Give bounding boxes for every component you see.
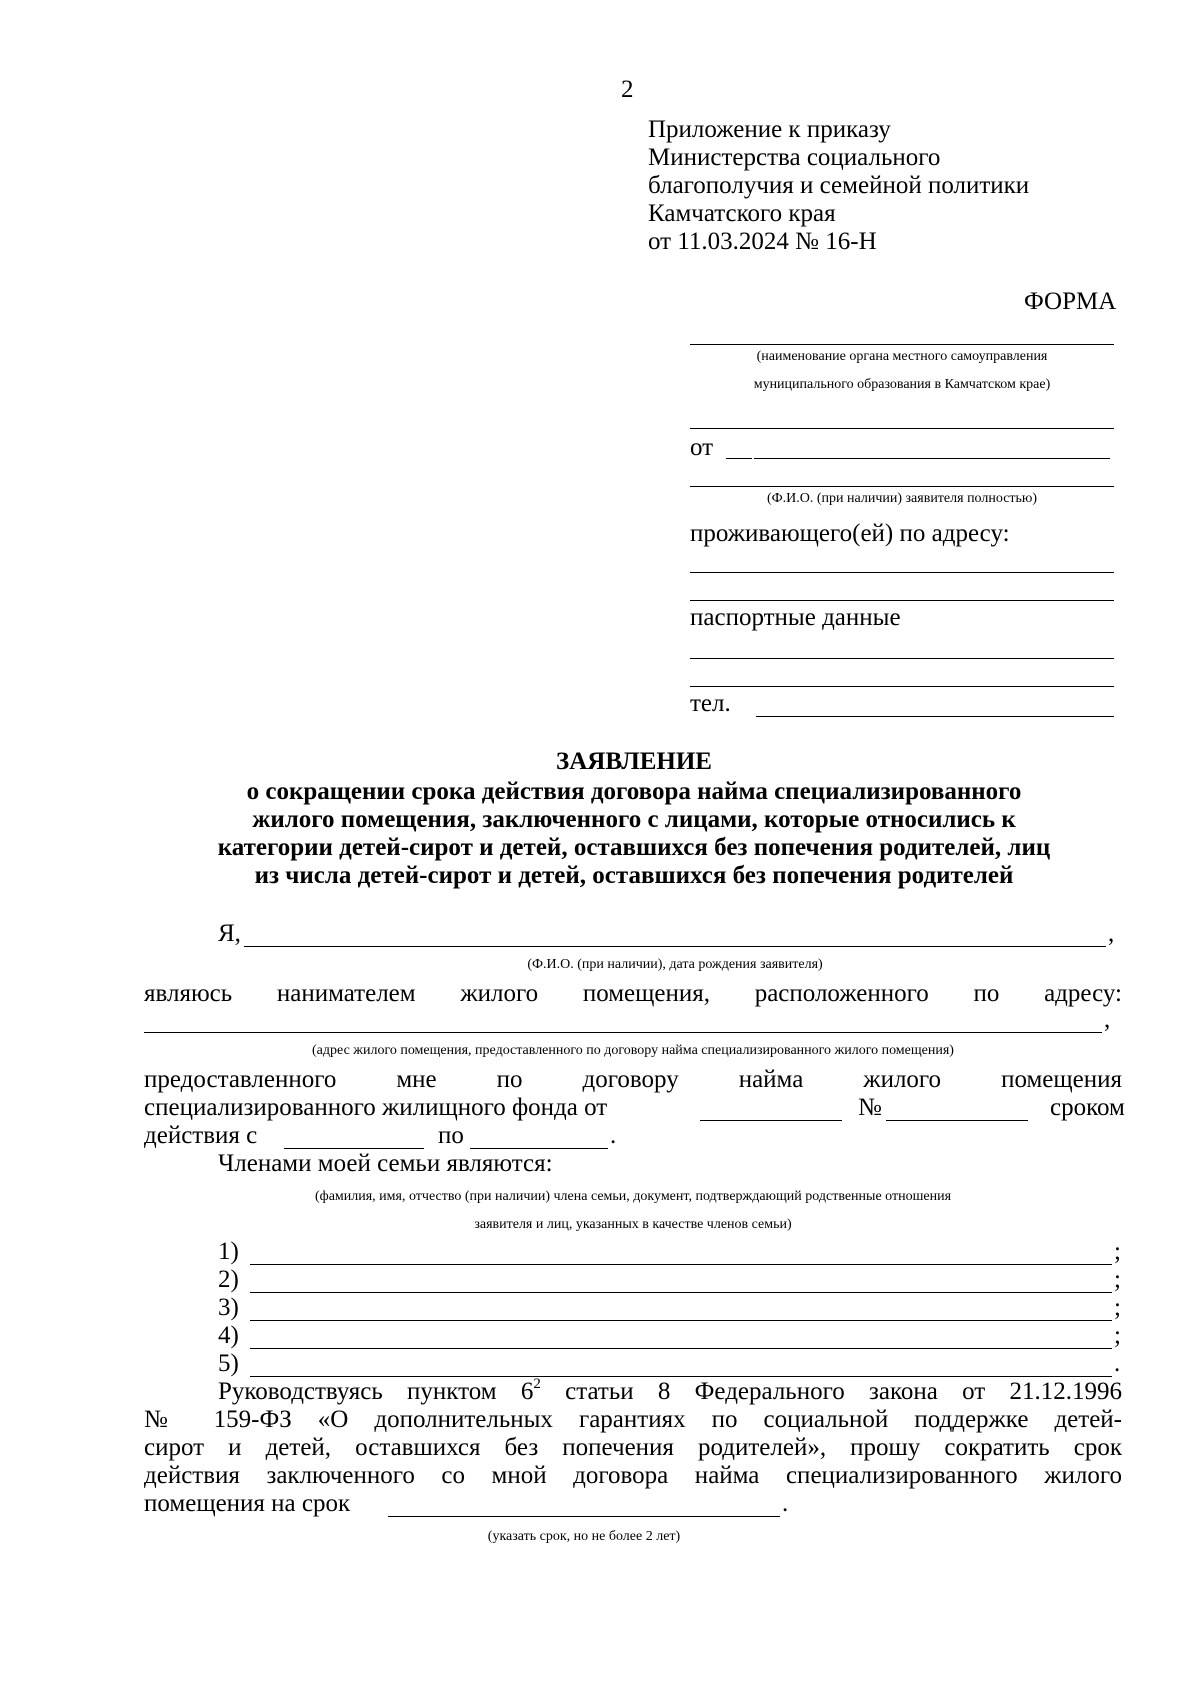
document-subtitle-1: о сокращении срока действия договора найма специализированного <box>246 778 1022 805</box>
validity-from-label: действия с <box>144 1122 258 1149</box>
member-number: 2) <box>218 1266 239 1293</box>
law-line-4: действия заключенного со мной договора найма специализированного жилого <box>144 1462 1122 1489</box>
number-sign: № <box>858 1094 882 1121</box>
member-end: ; <box>1114 1266 1121 1293</box>
law-line-2: № 159-ФЗ «О дополнительных гарантиях по социальной поддержке детей- <box>144 1406 1122 1433</box>
member-end: . <box>1114 1350 1121 1377</box>
authority-caption-1: (наименование органа местного самоуправления <box>756 349 1048 364</box>
i-label: Я, <box>218 920 241 947</box>
passport-field-2[interactable] <box>690 686 1114 687</box>
member-field[interactable] <box>250 1348 1112 1349</box>
contract-date-field[interactable] <box>700 1120 842 1121</box>
member-number: 1) <box>218 1238 239 1265</box>
appendix-line-4: Камчатского края <box>648 200 836 227</box>
applicant-fio-field[interactable] <box>690 486 1114 487</box>
member-field[interactable] <box>250 1264 1112 1265</box>
address-field-1[interactable] <box>690 572 1114 573</box>
document-subtitle-2: жилого помещения, заключенного с лицами, которые относились к <box>252 806 1016 833</box>
validity-period: . <box>610 1122 617 1149</box>
member-number: 4) <box>218 1322 239 1349</box>
fio-dob-caption: (Ф.И.О. (при наличии), дата рождения заявителя) <box>527 957 823 972</box>
page-number: 2 <box>621 76 634 103</box>
appendix-line-2: Министерства социального <box>648 144 941 171</box>
appendix-line-1: Приложение к приказу <box>648 116 891 143</box>
member-end: ; <box>1114 1322 1121 1349</box>
phone-label: тел. <box>690 690 731 717</box>
authority-field-2[interactable] <box>690 428 1114 429</box>
law-line-3: сирот и детей, оставшихся без попечения родителей», прошу сократить срок <box>144 1434 1122 1461</box>
document-title: ЗАЯВЛЕНИЕ <box>556 748 712 775</box>
family-caption-1: (фамилия, имя, отчество (при наличии) члена семьи, документ, подтверждающий родственные отношения <box>314 1189 952 1204</box>
member-number: 3) <box>218 1294 239 1321</box>
applicant-name-dob-field[interactable] <box>244 946 1106 947</box>
passport-field-1[interactable] <box>690 658 1114 659</box>
provided-line: предоставленного мне по договору найма жилого помещения <box>144 1066 1122 1093</box>
authority-caption-2: муниципального образования в Камчатском крае) <box>753 377 1051 392</box>
comma-2: , <box>1104 1006 1111 1033</box>
passport-label: паспортные данные <box>690 604 901 631</box>
form-label: ФОРМА <box>1024 288 1117 315</box>
law-line-1 <box>218 1375 1122 1406</box>
from-field[interactable] <box>754 458 1110 459</box>
appendix-line-5: от 11.03.2024 № 16-Н <box>648 228 877 255</box>
validity-from-field[interactable] <box>284 1148 424 1149</box>
member-field[interactable] <box>250 1292 1112 1293</box>
law-line-5: помещения на срок <box>144 1490 351 1517</box>
dwelling-address-field[interactable] <box>144 1032 1102 1033</box>
appendix-line-3: благополучия и семейной политики <box>648 172 1030 199</box>
comma-1: , <box>1108 920 1115 947</box>
validity-to-label: по <box>438 1122 464 1149</box>
phone-field[interactable] <box>756 716 1114 717</box>
document-subtitle-4: из числа детей-сирот и детей, оставшихся без попечения родителей <box>254 862 1014 889</box>
law-line-1-post: статьи 8 Федерального закона от 21.12.1996 <box>540 1378 1122 1405</box>
address-caption: (адрес жилого помещения, предоставленного по договору найма специализированного жилого помещения) <box>312 1043 954 1058</box>
term-word: сроком <box>1050 1094 1125 1121</box>
fio-caption: (Ф.И.О. (при наличии) заявителя полностью) <box>766 491 1038 506</box>
final-period: . <box>782 1490 789 1517</box>
authority-field[interactable] <box>690 344 1114 345</box>
law-line-1-pre: Руководствуясь пунктом 6 <box>218 1378 534 1405</box>
reduction-term-field[interactable] <box>388 1516 780 1517</box>
family-heading: Членами моей семьи являются: <box>218 1150 553 1177</box>
from-label: от <box>690 434 714 461</box>
law-superscript: 2 <box>533 1375 541 1392</box>
address-label: проживающего(ей) по адресу: <box>690 520 1010 547</box>
document-subtitle-3: категории детей-сирот и детей, оставшихся без попечения родителей, лиц <box>217 834 1051 861</box>
address-field-2[interactable] <box>690 600 1114 601</box>
term-caption: (указать срок, но не более 2 лет) <box>487 1529 681 1544</box>
member-field[interactable] <box>250 1376 1112 1377</box>
fund-text: специализированного жилищного фонда от <box>144 1094 608 1121</box>
member-end: ; <box>1114 1238 1121 1265</box>
tenant-line: являюсь нанимателем жилого помещения, расположенного по адресу: <box>144 980 1122 1007</box>
member-number: 5) <box>218 1350 239 1377</box>
validity-to-field[interactable] <box>470 1148 608 1149</box>
contract-number-field[interactable] <box>886 1120 1028 1121</box>
from-short-field[interactable] <box>726 458 752 459</box>
member-field[interactable] <box>250 1320 1112 1321</box>
member-end: ; <box>1114 1294 1121 1321</box>
family-caption-2: заявителя и лиц, указанных в качестве членов семьи) <box>474 1217 792 1232</box>
